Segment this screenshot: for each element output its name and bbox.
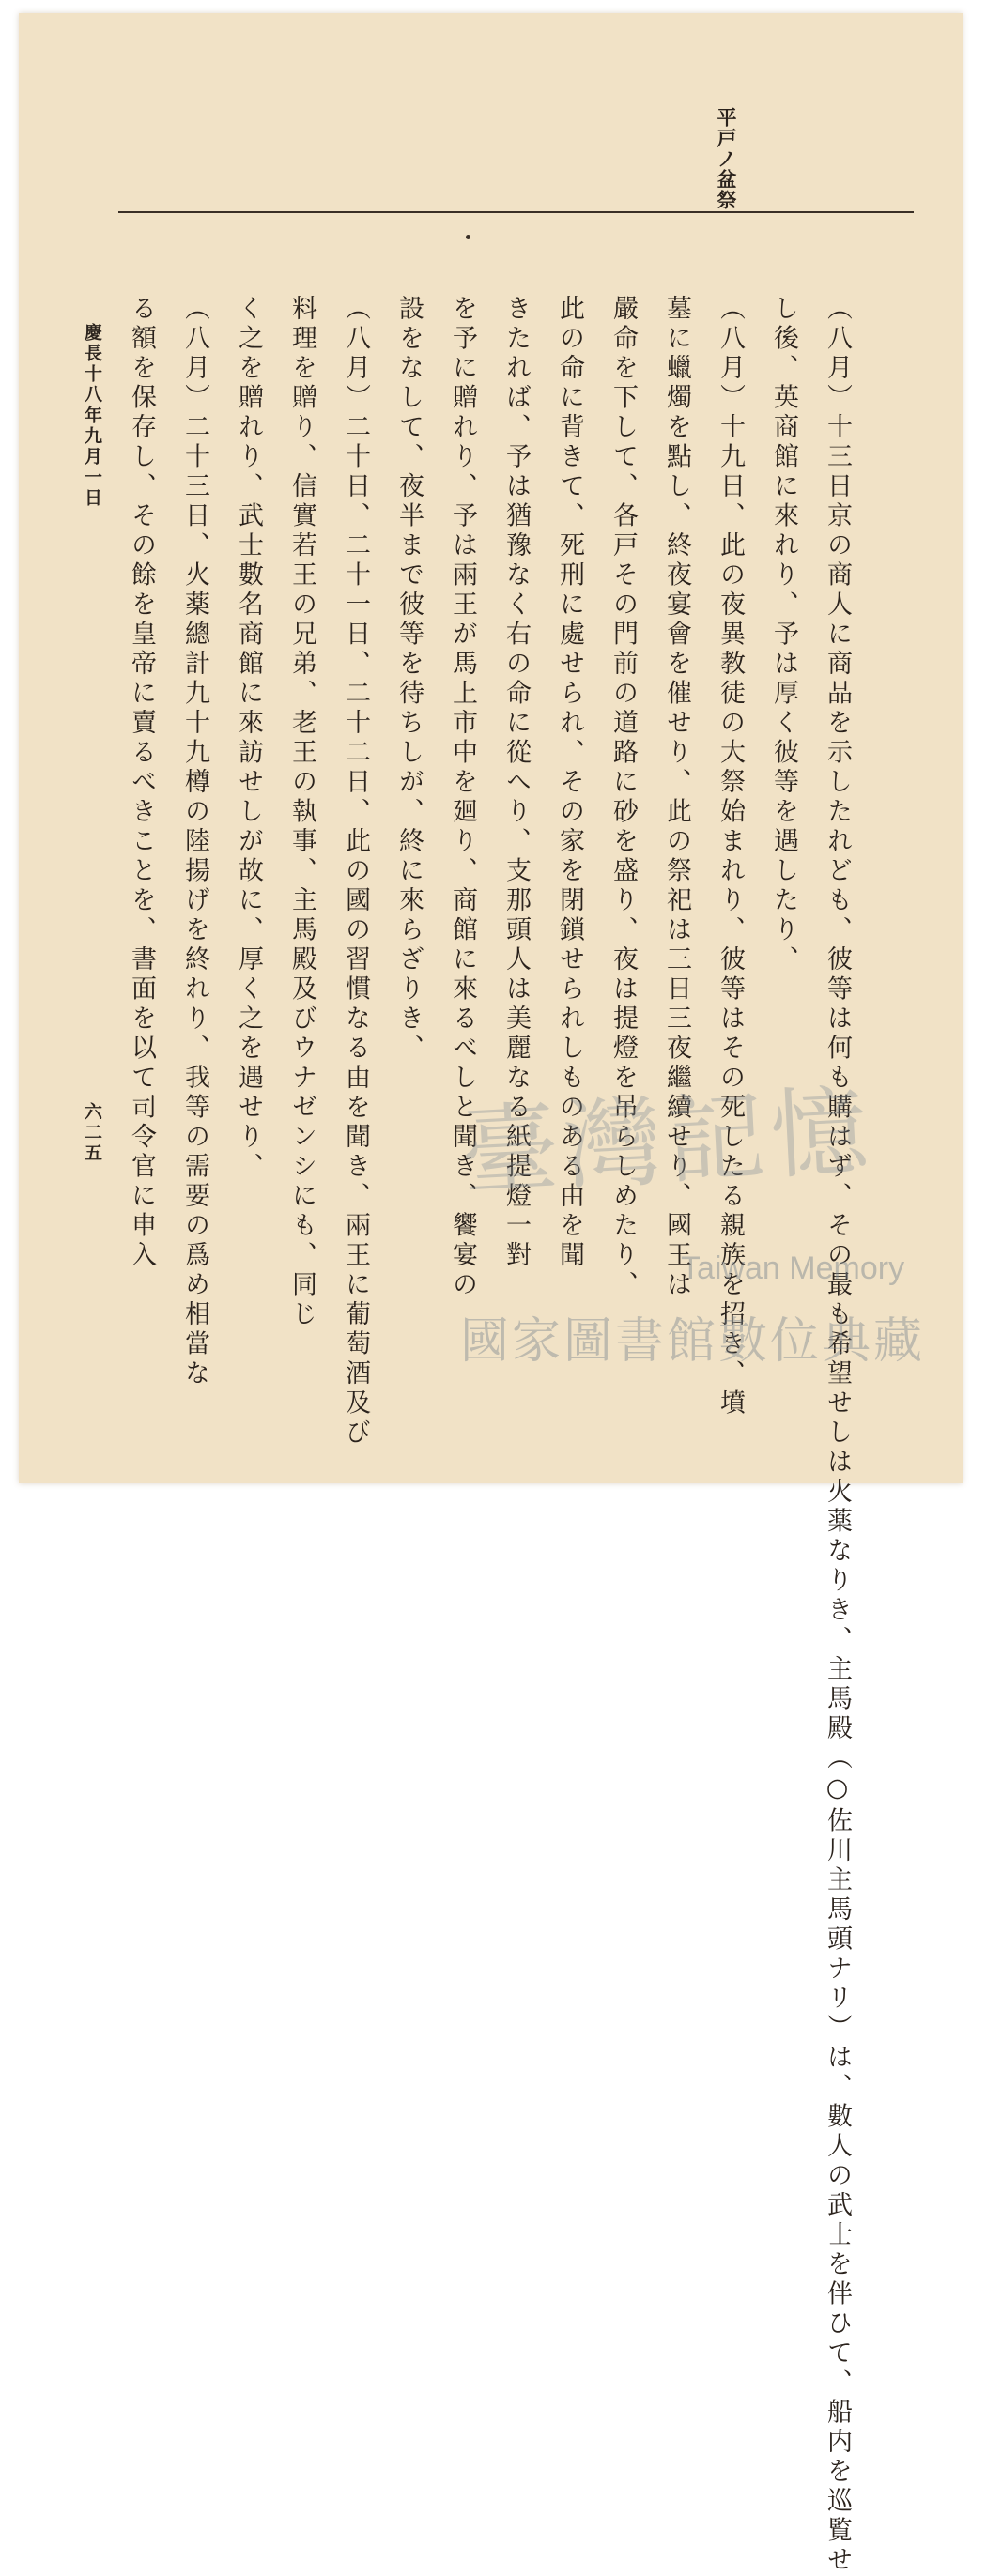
watermark-script: 臺灣記憶: [457, 1073, 877, 1210]
header-rule: [118, 211, 914, 213]
text-column: （八月）十九日、此の夜異教徒の大祭始まれり、彼等はその死したる親族を招き、墳: [716, 295, 745, 1418]
footer-date: 慶長十八年九月一日: [82, 323, 102, 509]
ink-dot: [466, 235, 470, 239]
text-column: を予に贈れり、予は兩王が馬上市中を廻り、商館に來るべしと聞き、饗宴の: [448, 295, 477, 1300]
text-column: 此の命に背きて、死刑に處せられ、その家を閉鎖せられしものある由を聞: [555, 295, 584, 1271]
text-column: （八月）二十三日、火薬總計九十九樽の陸揚げを終れり、我等の需要の爲め相當な: [180, 295, 209, 1389]
text-column: く之を贈れり、武士數名商館に來訪せしが故に、厚く之を遇せり、: [234, 295, 263, 1182]
text-column: （八月）十三日京の商人に商品を示したれども、彼等は何も購はず、その最も希望せしは火薬なりき、主馬殿（○佐川主馬頭ナリ）は、數人の武士を伴ひて、船内を巡覧せ: [823, 295, 852, 2576]
text-column: る額を保存し、その餘を皇帝に賣るべきことを、書面を以て司令官に申入: [127, 295, 156, 1271]
text-column: 料理を贈り、信實若王の兄弟、老王の執事、主馬殿及びウナゼンシにも、同じ: [287, 295, 316, 1330]
text-column: （八月）二十日、二十一日、二十二日、此の國の習慣なる由を聞き、兩王に葡萄酒及び: [341, 295, 370, 1449]
text-column: し後、英商館に來れり、予は厚く彼等を遇したり、: [769, 295, 798, 975]
page-number: 六二五: [82, 1102, 102, 1164]
text-column: 嚴命を下して、各戸その門前の道路に砂を盛り、夜は提燈を吊らしめたり、: [609, 295, 638, 1300]
text-column: きたれば、予は猶豫なく右の命に從へり、支那頭人は美麗なる紙提燈一對: [501, 295, 531, 1271]
text-column: 設をなして、夜半まで彼等を待ちしが、終に來らざりき、: [394, 295, 424, 1064]
watermark-latin: Taiwan Memory: [681, 1250, 905, 1286]
watermark-org: 國家圖書館數位典藏: [460, 1314, 926, 1369]
text-column: 墓に蠟燭を點し、終夜宴會を催せり、此の祭祀は三日三夜繼續せり、國王は: [662, 295, 691, 1300]
document-page: [19, 13, 963, 2576]
running-heading: 平戸ノ盆祭: [715, 107, 738, 210]
